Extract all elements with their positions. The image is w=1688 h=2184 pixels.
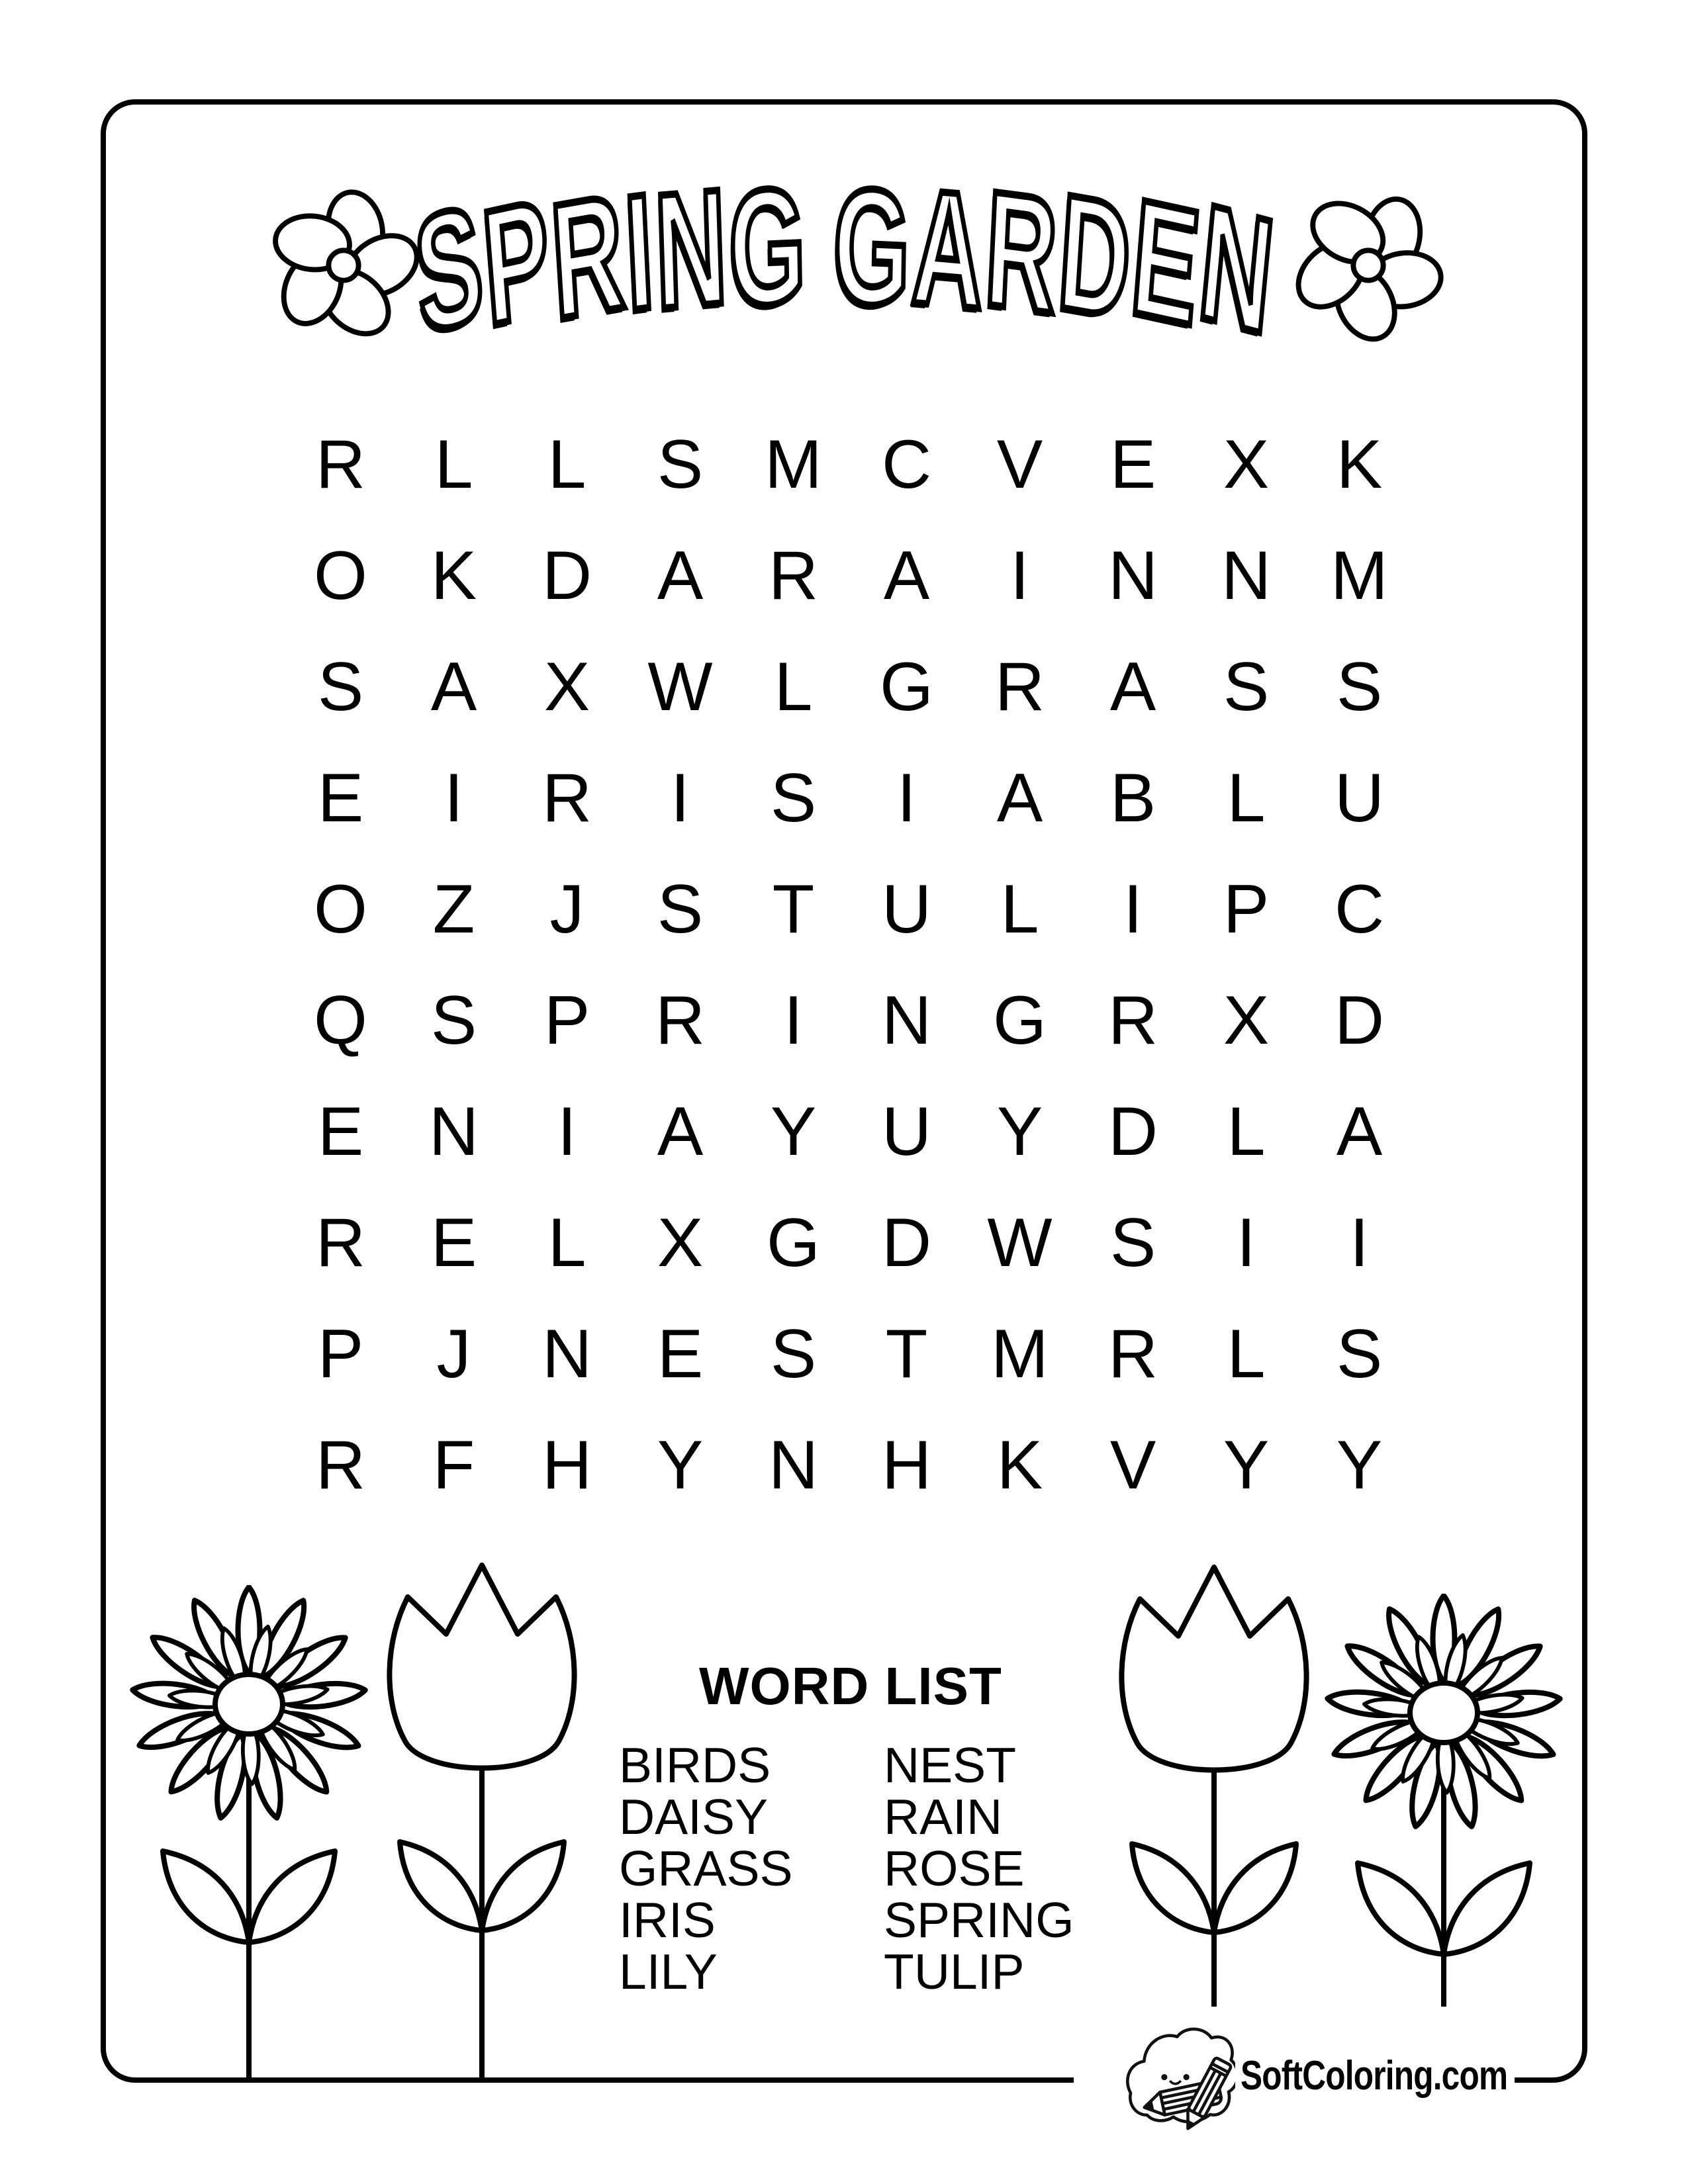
title-letter: G (831, 153, 912, 341)
grid-letter-r8c6: D (881, 1205, 932, 1281)
grid-letter-r5c3: J (549, 871, 585, 948)
grid-letter-r3c7: R (994, 649, 1045, 725)
pinwheel-flower-icon (262, 184, 425, 347)
grid-letter-r5c1: O (314, 871, 367, 948)
grid-letter-r4c1: E (317, 760, 364, 837)
word-item: SPRING (884, 1892, 1074, 1948)
title-letter: S (407, 169, 490, 369)
grid-letter-r10c5: N (768, 1427, 819, 1504)
grid-letter-r8c5: G (767, 1205, 820, 1281)
title-letter: N (1192, 168, 1281, 369)
grid-letter-r8c2: E (430, 1205, 477, 1281)
grid-letter-r9c4: E (657, 1316, 704, 1392)
grid-letter-r6c4: R (655, 982, 706, 1059)
grid-letter-r2c9: N (1221, 537, 1272, 614)
pinwheel-flower-icon (1287, 184, 1450, 347)
grid-letter-r8c3: L (547, 1205, 586, 1281)
grid-letter-r8c7: W (987, 1205, 1053, 1281)
grid-letter-r1c7: V (996, 426, 1043, 503)
grid-letter-r8c4: X (657, 1205, 704, 1281)
grid-letter-r4c3: R (541, 760, 592, 837)
grid-letter-r7c5: Y (770, 1093, 817, 1170)
grid-letter-r10c10: Y (1336, 1427, 1383, 1504)
grid-letter-r10c6: H (881, 1427, 932, 1504)
site-name: SoftColoring.com (1241, 2052, 1508, 2099)
grid-letter-r4c9: L (1227, 760, 1266, 837)
grid-letter-r8c10: I (1350, 1205, 1369, 1281)
grid-letter-r1c2: L (434, 426, 473, 503)
title-space (808, 164, 831, 328)
grid-letter-r9c9: L (1227, 1316, 1266, 1392)
grid-letter-r7c7: Y (996, 1093, 1043, 1170)
grid-letter-r2c3: D (541, 537, 592, 614)
grid-letter-r3c9: S (1223, 649, 1270, 725)
grid-letter-r10c8: V (1109, 1427, 1156, 1504)
grid-letter-r1c3: L (547, 426, 586, 503)
grid-letter-r6c5: I (784, 982, 803, 1059)
grid-letter-r2c2: K (430, 537, 477, 614)
title-letter: R (981, 155, 1062, 349)
grid-letter-r8c1: R (315, 1205, 366, 1281)
word-item: LILY (619, 1944, 718, 1999)
grid-letter-r9c2: J (436, 1316, 471, 1392)
grid-letter-r4c4: I (671, 760, 690, 837)
grid-letter-r3c8: A (1109, 649, 1156, 725)
tulip-icon (377, 1559, 586, 2083)
word-item: DAISY (619, 1789, 769, 1844)
grid-letter-r6c1: Q (314, 982, 367, 1059)
grid-letter-r10c9: Y (1223, 1427, 1270, 1504)
grid-letter-r1c1: R (315, 426, 366, 503)
grid-letter-r10c1: R (315, 1427, 366, 1504)
word-list-column-1 (619, 1739, 793, 1997)
title-letter: E (1125, 163, 1206, 361)
grid-letter-r7c1: E (317, 1093, 364, 1170)
grid-letter-r7c10: A (1336, 1093, 1383, 1170)
grid-letter-r6c9: X (1223, 982, 1270, 1059)
grid-letter-r9c8: R (1107, 1316, 1158, 1392)
grid-letter-r1c4: S (657, 426, 704, 503)
grid-letter-r4c2: I (444, 760, 463, 837)
grid-letter-r6c7: G (993, 982, 1047, 1059)
tulip-icon (1109, 1561, 1319, 2083)
title-letter: N (652, 154, 729, 344)
grid-letter-r3c10: S (1336, 649, 1383, 725)
grid-letter-r3c3: X (543, 649, 590, 725)
grid-letter-r7c2: N (428, 1093, 479, 1170)
grid-letter-r3c2: A (430, 649, 477, 725)
sunflower-icon (130, 1585, 368, 2083)
grid-letter-r4c7: A (996, 760, 1043, 837)
grid-letter-r4c5: S (770, 760, 817, 837)
grid-letter-r10c3: H (541, 1427, 592, 1504)
grid-letter-r2c1: O (314, 537, 367, 614)
grid-letter-r5c8: I (1123, 871, 1143, 948)
grid-letter-r4c6: I (897, 760, 916, 837)
grid-letter-r1c8: E (1109, 426, 1156, 503)
word-list-column-2 (884, 1739, 1074, 1997)
title-letter: G (727, 153, 807, 341)
grid-letter-r2c4: A (657, 537, 704, 614)
grid-letter-r9c6: T (885, 1316, 928, 1392)
word-item: IRIS (619, 1892, 716, 1948)
grid-letter-r9c1: P (317, 1316, 364, 1392)
word-item: ROSE (884, 1841, 1025, 1896)
grid-letter-r10c7: K (996, 1427, 1043, 1504)
grid-letter-r3c1: S (317, 649, 364, 725)
grid-letter-r10c4: Y (657, 1427, 704, 1504)
grid-letter-r5c4: S (657, 871, 704, 948)
grid-letter-r8c9: I (1237, 1205, 1256, 1281)
grid-letter-r5c2: Z (432, 871, 475, 948)
grid-letter-r2c8: N (1107, 537, 1158, 614)
grid-letter-r9c10: S (1336, 1316, 1383, 1392)
grid-letter-r9c5: S (770, 1316, 817, 1392)
word-item: RAIN (884, 1789, 1003, 1844)
grid-letter-r4c10: U (1334, 760, 1385, 837)
title-letter: I (621, 158, 657, 345)
grid-letter-r6c10: D (1334, 982, 1385, 1059)
grid-letter-r5c6: U (881, 871, 932, 948)
grid-letter-r3c5: L (774, 649, 813, 725)
grid-letter-r8c8: S (1109, 1205, 1156, 1281)
grid-letter-r6c2: S (430, 982, 477, 1059)
page-title (407, 153, 1281, 369)
cloud-pencil-icon (1124, 2025, 1235, 2138)
title-letter: A (909, 154, 986, 344)
grid-letter-r1c9: X (1223, 426, 1270, 503)
grid-letter-r5c7: L (1000, 871, 1039, 948)
word-list-heading: WORD LIST (699, 1657, 1002, 1715)
grid-letter-r6c3: P (543, 982, 590, 1059)
grid-letter-r7c9: L (1227, 1093, 1266, 1170)
branding-logo (1074, 2007, 1515, 2156)
word-item: BIRDS (619, 1737, 771, 1793)
grid-letter-r6c8: R (1107, 982, 1158, 1059)
grid-letter-r7c8: D (1107, 1093, 1158, 1170)
grid-letter-r1c5: M (765, 426, 822, 503)
grid-letter-r9c7: M (991, 1316, 1049, 1392)
grid-letter-r5c10: C (1334, 871, 1385, 948)
grid-letter-r9c3: N (541, 1316, 592, 1392)
grid-letter-r6c6: N (881, 982, 932, 1059)
grid-letter-r2c6: A (883, 537, 930, 614)
grid-letter-r2c10: M (1331, 537, 1388, 614)
grid-letter-r5c5: T (772, 871, 815, 948)
word-search-grid (284, 409, 1416, 1521)
grid-letter-r1c10: K (1336, 426, 1383, 503)
grid-letter-r4c8: B (1109, 760, 1156, 837)
word-item: NEST (884, 1737, 1017, 1793)
grid-letter-r7c3: I (557, 1093, 577, 1170)
grid-letter-r7c4: A (657, 1093, 704, 1170)
title-letter: D (1053, 158, 1137, 354)
word-item: GRASS (619, 1841, 793, 1896)
grid-letter-r10c2: F (432, 1427, 475, 1504)
grid-letter-r2c5: R (768, 537, 819, 614)
title-letter: P (477, 163, 557, 361)
grid-letter-r1c6: C (881, 426, 932, 503)
grid-letter-r7c6: U (881, 1093, 932, 1170)
grid-letter-r3c6: G (880, 649, 933, 725)
word-item: TULIP (884, 1944, 1025, 1999)
grid-letter-r2c7: I (1010, 537, 1029, 614)
grid-letter-r5c9: P (1223, 871, 1270, 948)
title-letter: R (546, 158, 629, 354)
grid-letter-r3c4: W (647, 649, 713, 725)
